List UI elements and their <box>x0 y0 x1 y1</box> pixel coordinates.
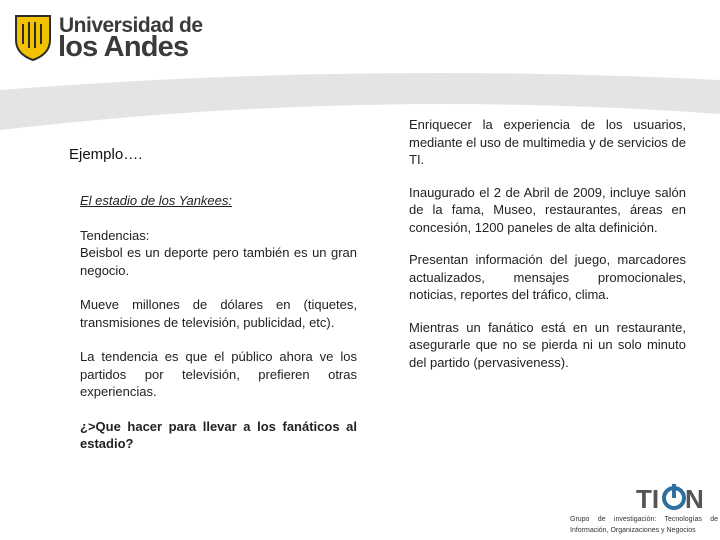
subtitle: El estadio de los Yankees: <box>80 193 233 208</box>
right-paragraph-1: Enriquecer la experiencia de los usuarios, mediante el uso de multimedia y de servicios de TI. <box>409 117 686 167</box>
trends-text: Beisbol es un deporte pero también es un gran negocio. <box>80 245 357 278</box>
right-paragraph-3: Presentan información del juego, marcadores actualizados, mensajes promocionales, noticias, reportes del tráfico, clima. <box>409 252 686 302</box>
tion-logo <box>636 484 704 514</box>
trends-label: Tendencias: <box>80 227 150 243</box>
paragraph-millions: Mueve millones de dólares en (tiquetes, transmisiones de televisión, publicidad, etc). <box>80 297 357 330</box>
slide-heading: Ejemplo…. <box>69 146 143 163</box>
right-paragraph-4: Mientras un fanático está en un restaurante, asegurarle que no se pierda ni un solo minuto del partido (pervasiveness). <box>409 319 686 370</box>
university-logo <box>14 12 203 64</box>
footer-caption: Grupo de investigación: Tecnologías de Información, Organizaciones y Negocios <box>570 516 718 534</box>
left-column <box>80 192 357 453</box>
question-text: ¿>Que hacer para llevar a los fanáticos al estadio? <box>80 418 357 451</box>
right-column <box>409 116 686 371</box>
logo-text-line1: Universidad de <box>59 14 203 37</box>
svg-text:TI: TI <box>636 484 660 514</box>
right-paragraph-2: Inaugurado el 2 de Abril de 2009, incluye salón de la fama, Museo, restaurantes, áreas en concesión, 1200 paneles de alta definición. <box>409 184 686 235</box>
shield-icon <box>14 14 52 62</box>
logo-text-line2: los Andes <box>58 31 189 63</box>
paragraph-trend: La tendencia es que el público ahora ve los partidos por televisión, prefieren otras experiencias. <box>80 349 357 399</box>
svg-text:N: N <box>685 484 704 514</box>
